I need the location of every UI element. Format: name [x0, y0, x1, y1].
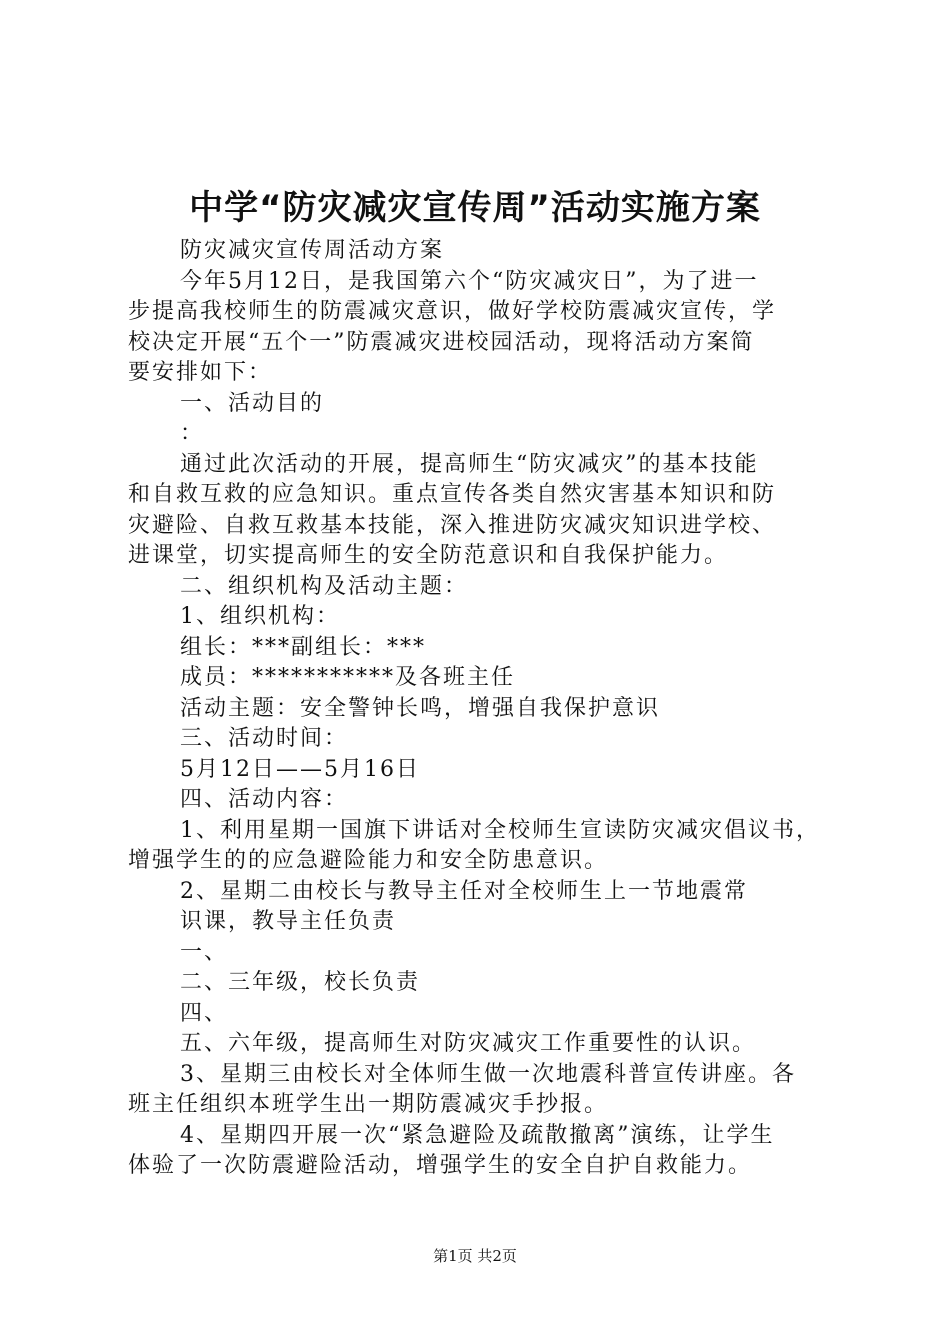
text-line: 防灾减灾宣传周活动方案 [180, 238, 445, 263]
text-line: 班主任组织本班学生出一期防震减灾手抄报。 [128, 1092, 609, 1117]
section-heading: 三、活动时间： [180, 726, 349, 751]
text-line: 识课，教导主任负责 [180, 909, 397, 934]
text-line: 2、星期二由校长与教导主任对全校师生上一节地震常 [180, 878, 748, 904]
text-line: 今年5月12日，是我国第六个“防灾减灾日”，为了进一 [180, 268, 759, 294]
text-line: 通过此次活动的开展，提高师生“防灾减灾”的基本技能 [180, 451, 759, 477]
text-line: 二、三年级，校长负责 [180, 970, 421, 995]
text-line: 成员：***********及各班主任 [180, 665, 516, 690]
section-heading: 二、组织机构及活动主题： [180, 573, 469, 599]
text-line: 4、星期四开展一次“紧急避险及疏散撤离”演练，让学生 [180, 1122, 775, 1148]
text-line: ： [180, 421, 205, 446]
text-line: 五、六年级，提高师生对防灾减灾工作重要性的认识。 [180, 1031, 757, 1056]
text-line: 1、利用星期一国旗下讲话对全校师生宣读防灾减灾倡议书， [180, 817, 820, 843]
text-line: 进课堂，切实提高师生的安全防范意识和自我保护能力。 [128, 543, 729, 568]
text-line: 1、组织机构： [180, 604, 340, 629]
text-line: 5月12日——5月16日 [180, 756, 420, 782]
text-line: 体验了一次防震避险活动，增强学生的安全自护自救能力。 [128, 1153, 753, 1178]
text-line: 组长：***副组长：*** [180, 634, 427, 660]
document-title: 中学“防灾减灾宣传周”活动实施方案 [189, 188, 761, 228]
text-line: 活动主题：安全警钟长鸣，增强自我保护意识 [180, 695, 661, 721]
section-heading: 一、活动目的 [180, 390, 325, 416]
text-line: 3、星期三由校长对全体师生做一次地震科普宣传讲座。各 [180, 1061, 796, 1087]
text-line: 要安排如下： [128, 360, 273, 385]
text-line: 和自救互救的应急知识。重点宣传各类自然灾害基本知识和防 [128, 482, 777, 507]
section-heading: 四、活动内容： [180, 787, 349, 812]
text-line: 增强学生的的应急避险能力和安全防患意识。 [128, 848, 609, 873]
text-line: 灾避险、自救互救基本技能，深入推进防灾减灾知识进学校、 [128, 512, 777, 538]
text-line: 四、 [180, 1000, 229, 1026]
text-line: 校决定开展“五个一”防震减灾进校园活动，现将活动方案简 [128, 329, 755, 355]
text-line: 一、 [180, 939, 229, 965]
page-number-footer: 第1页 共2页 [433, 1247, 517, 1265]
document-body [128, 236, 840, 1182]
text-line: 步提高我校师生的防震减灾意识，做好学校防震减灾宣传，学 [128, 299, 777, 324]
